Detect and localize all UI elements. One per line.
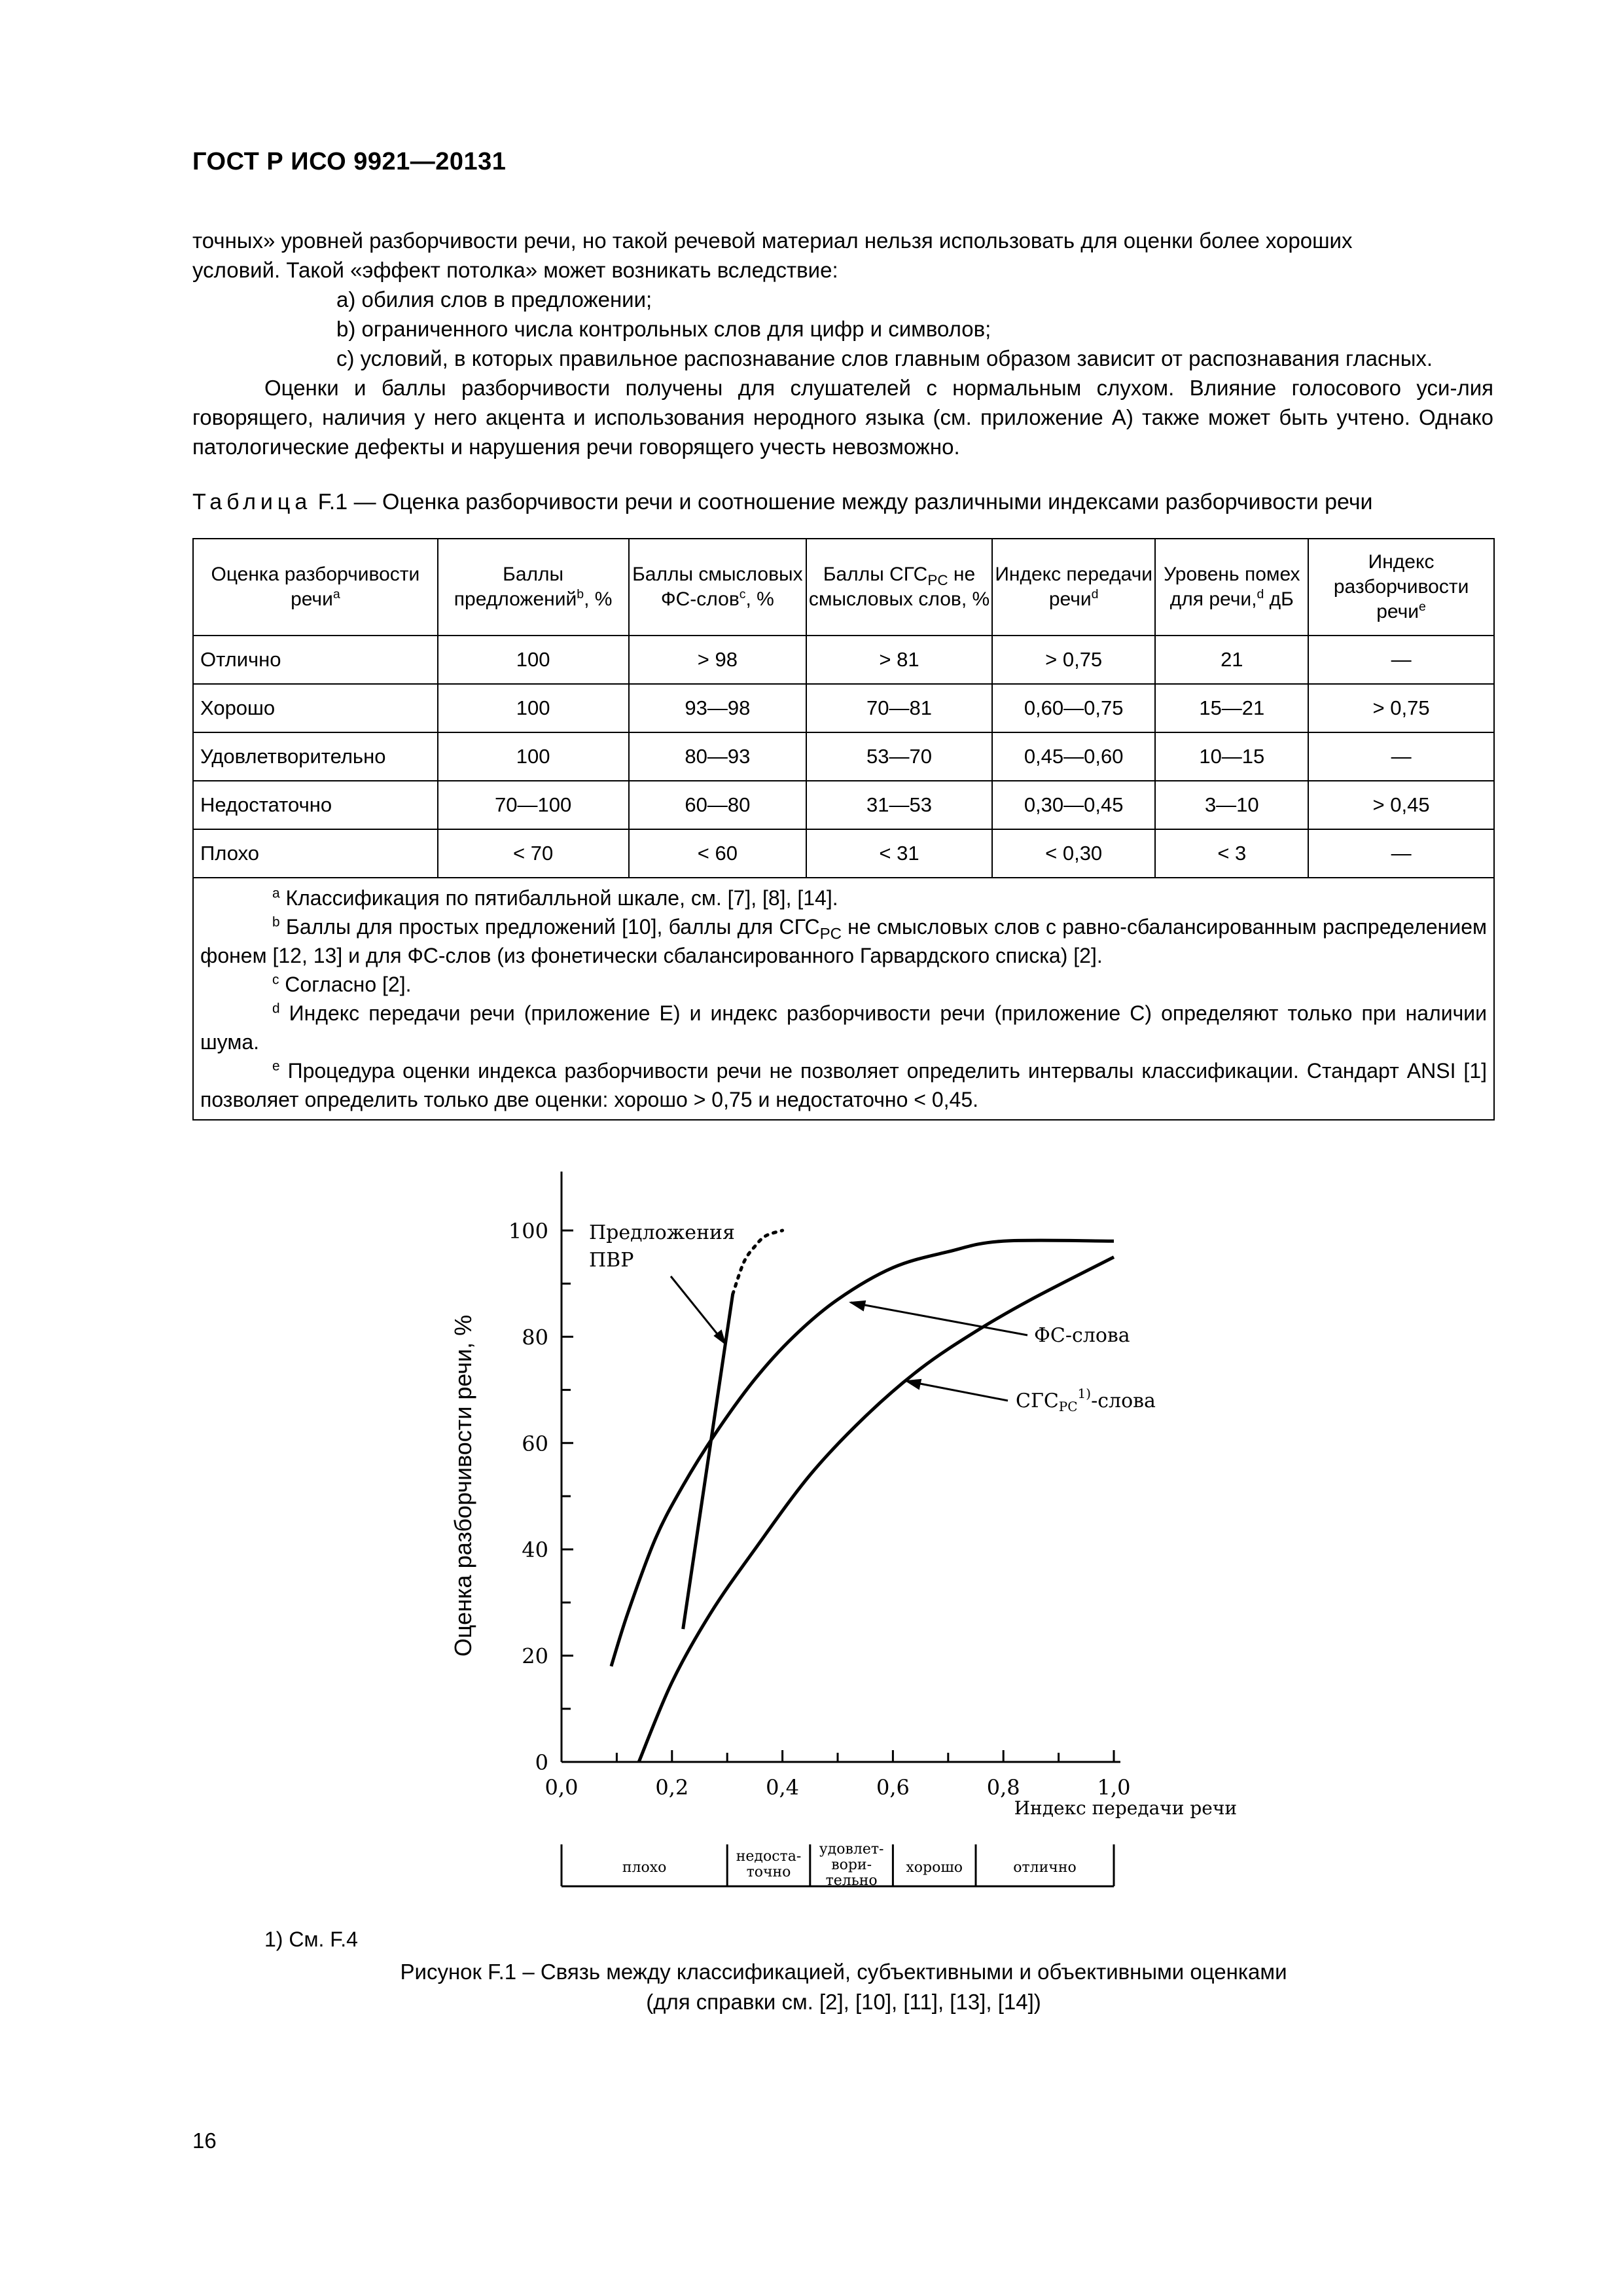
cell: < 31 [806, 829, 992, 878]
cell: < 70 [438, 829, 629, 878]
header-rating: Оценка разборчивости речи$^a$ [193, 539, 438, 636]
cell: 15—21 [1155, 684, 1308, 732]
cell: 53—70 [806, 732, 992, 781]
cell: 80—93 [629, 732, 807, 781]
figure-footnote: 1) См. F.4 [264, 1928, 358, 1951]
series-sentences-line [683, 1294, 733, 1629]
y-tick-label: 100 [508, 1219, 548, 1244]
cell: > 81 [806, 636, 992, 684]
series-sentences-dotted [733, 1230, 783, 1294]
y-tick-label: 40 [522, 1537, 548, 1563]
paragraph-line-1: точных» уровней разборчивости речи, но такой речевой материал нельзя использовать для оценки более хороших [192, 228, 1353, 253]
note-a: $^a$ Классификация по пятибалльной шкале, см. [7], [8], [14]. [272, 886, 838, 910]
cell: 0,30—0,45 [992, 781, 1156, 829]
cell: > 0,75 [992, 636, 1156, 684]
table-row [193, 636, 1494, 684]
header-sti: Индекс передачи речи$^d$ [992, 539, 1156, 636]
cell: > 0,75 [1308, 684, 1494, 732]
leader-fs [851, 1302, 1027, 1335]
cell: — [1308, 732, 1494, 781]
leader-fs-arrowhead [851, 1301, 865, 1310]
cell: 10—15 [1155, 732, 1308, 781]
y-axis-label: Оценка разборчивости речи, % [450, 1314, 476, 1657]
cell: 100 [438, 732, 629, 781]
class-label: удовлет- [819, 1841, 884, 1857]
note-e: $^e$ Процедура оценки индекса разборчивости речи не позволяет определить интервалы классификации. Стандарт ANSI [1] позволяет определить только две оценки: хорошо > 0,75 и недостаточно < 0,45. [200, 1058, 1488, 1111]
y-tick-label: 0 [535, 1750, 548, 1775]
x-axis-label: Индекс передачи речи [1014, 1797, 1237, 1819]
cell: Хорошо [193, 684, 438, 732]
class-label: вори- [831, 1857, 872, 1873]
table-notes-row [193, 878, 1494, 1120]
leader-sgs [906, 1381, 1008, 1401]
cell: 70—100 [438, 781, 629, 829]
cell: 3—10 [1155, 781, 1308, 829]
header-fs-words: Баллы смысловых ФС-слов$^c$, % [629, 539, 807, 636]
cell: > 98 [629, 636, 807, 684]
cell: 0,60—0,75 [992, 684, 1156, 732]
list-item-b: b) ограниченного числа контрольных слов для цифр и символов; [336, 317, 991, 341]
class-label: плохо [622, 1859, 667, 1876]
header-noise-level: Уровень помех для речи,$^d$ дБ [1155, 539, 1308, 636]
class-label: хорошо [906, 1859, 963, 1876]
figure-caption: Рисунок F.1 – Связь между классификацией, субъективными и объективными оценками [400, 1960, 1287, 1984]
document-header: ГОСТ Р ИСО 9921—20131 [192, 148, 507, 175]
cell: < 60 [629, 829, 807, 878]
table-caption-text: F.1 — Оценка разборчивости речи и соотношение между различными индексами разборчивости речи [317, 490, 1373, 514]
cell: 100 [438, 684, 629, 732]
table-notes [193, 878, 1494, 1120]
note-c: $^c$ Согласно [2]. [272, 972, 412, 996]
x-tick-label: 0,8 [986, 1775, 1020, 1800]
cell: 100 [438, 636, 629, 684]
paragraph-line-2: условий. Такой «эффект потолка» может возникать вследствие: [192, 258, 838, 282]
cell: Недостаточно [193, 781, 438, 829]
cell: < 3 [1155, 829, 1308, 878]
x-tick-label: 0,4 [766, 1775, 800, 1800]
cell: 0,45—0,60 [992, 732, 1156, 781]
header-sentence-scores: Баллы предложений$^b$, % [438, 539, 629, 636]
cell: 21 [1155, 636, 1308, 684]
series-sgs-words-line [639, 1257, 1114, 1762]
cell: 60—80 [629, 781, 807, 829]
y-tick-label: 60 [522, 1431, 548, 1456]
reasons-list [264, 285, 1565, 373]
class-label: точно [746, 1864, 791, 1880]
class-label: отлично [1013, 1859, 1077, 1876]
x-tick-label: 0,2 [655, 1775, 689, 1800]
class-label: недоста- [736, 1848, 802, 1865]
table-row [193, 732, 1494, 781]
table-row [193, 781, 1494, 829]
list-item-a: a) обилия слов в предложении; [336, 287, 652, 312]
page-number: 16 [192, 2128, 217, 2153]
annotation-sgs-words: $СГС_{PC}^{1)}$-слова [1016, 1386, 1156, 1414]
paragraph-listeners: Оценки и баллы разборчивости получены для слушателей с нормальным слухом. Влияние голосового уси-лия говорящего, наличия у него акцента и использования неродного языка (см. приложение А) также может быть учтено. Однако патологические дефекты и нарушения речи говорящего учесть невозможно. [192, 376, 1493, 459]
x-tick-label: 1,0 [1097, 1775, 1131, 1800]
header-sgs-words: Баллы $СГС_{PC}$ не смысловых слов, % [806, 539, 992, 636]
table-caption [192, 490, 1495, 515]
cell: Удовлетворительно [193, 732, 438, 781]
header-sii: Индекс разборчивости речи$^e$ [1308, 539, 1494, 636]
cell: > 0,45 [1308, 781, 1494, 829]
cell: 93—98 [629, 684, 807, 732]
leader-sentences [671, 1276, 725, 1344]
cell: Отлично [193, 636, 438, 684]
y-tick-label: 80 [522, 1325, 548, 1350]
table-row [193, 684, 1494, 732]
list-item-c: c) условий, в которых правильное распознавание слов главным образом зависит от распознавания гласных. [336, 346, 1433, 370]
figure-caption-sources: (для справки см. [2], [10], [11], [13], [14]) [646, 1990, 1041, 2014]
note-b: $^b$ Баллы для простых предложений [10], баллы для $СГС_{PC}$ не смысловых слов с равно-сбалансированным распределением фонем [12, 13] и для ФС-слов (из фонетически сбалансированного Гарвардского списка) [2]. [200, 914, 1488, 967]
leader-sgs-arrowhead [906, 1380, 921, 1389]
cell: — [1308, 829, 1494, 878]
cell: 70—81 [806, 684, 992, 732]
cell: — [1308, 636, 1494, 684]
x-tick-label: 0,0 [544, 1775, 579, 1800]
cell: Плохо [193, 829, 438, 878]
leader-arrowhead [715, 1331, 725, 1344]
class-label: тельно [825, 1873, 878, 1889]
intelligibility-table [192, 538, 1495, 1121]
cell: 31—53 [806, 781, 992, 829]
cell: < 0,30 [992, 829, 1156, 878]
annotation-fs-words: ФС-слова [1034, 1324, 1130, 1347]
table-caption-label: Таблица [192, 490, 312, 514]
paragraph-continuation [192, 226, 1493, 285]
y-tick-label: 20 [522, 1643, 548, 1669]
series-fs-words-line [611, 1240, 1114, 1666]
annotation-pvr: ПВР [589, 1249, 634, 1272]
table-row [193, 829, 1494, 878]
note-d: $^d$ Индекс передачи речи (приложение E) и индекс разборчивости речи (приложение C) определяют только при наличии шума. [200, 1001, 1488, 1054]
x-tick-label: 0,6 [876, 1775, 910, 1800]
annotation-sentences: Предложения [589, 1221, 735, 1244]
table-header-row [193, 539, 1494, 636]
